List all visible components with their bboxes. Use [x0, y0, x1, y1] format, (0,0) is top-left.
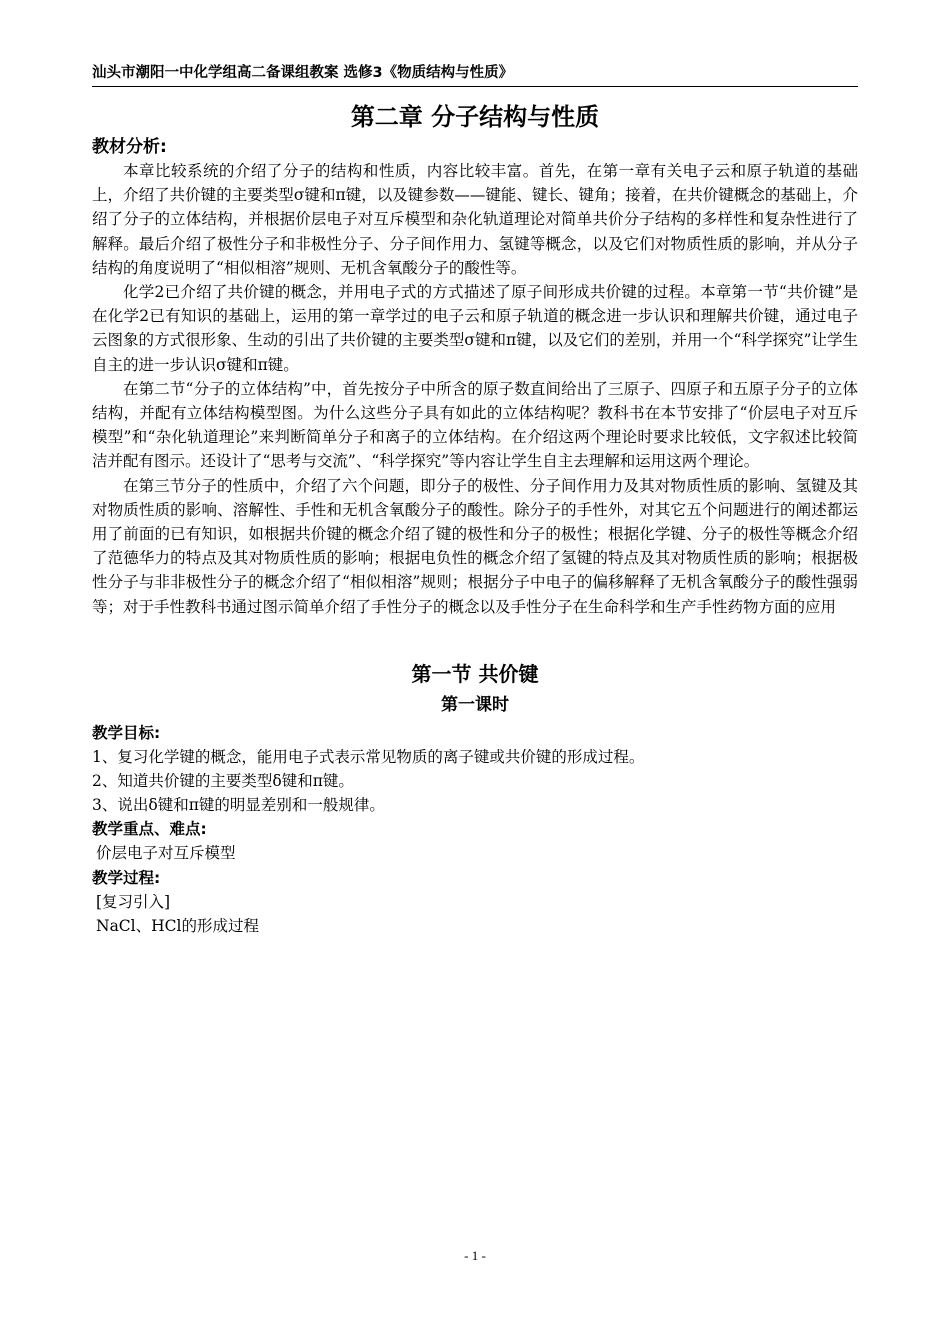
objective-item-3: 3、说出δ键和π键的明显差别和一般规律。	[92, 796, 385, 815]
analysis-paragraph-3: 在第二节“分子的立体结构”中，首先按分子中所含的原子数直间给出了三原子、四原子和五原子分子的立体结构，并配有立体结构模型图。为什么这些分子具有如此的立体结构呢？教科书在本节安排了“价层电子对互斥模型”和“杂化轨道理论”来判断简单分子和离子的立体结构。在介绍这两个理论时要求比较低，文字叙述比较简洁并配有图示。还设计了“思考与交流”、“科学探究”等内容让学生自主去理解和运用这两个理论。	[92, 379, 858, 471]
process-label: 教学过程:	[92, 868, 161, 887]
process-line-2: NaCl、HCl的形成过程	[96, 916, 259, 935]
document-page	[92, 62, 858, 938]
chapter-title: 第二章 分子结构与性质	[350, 103, 600, 131]
page-number: - 1 -	[464, 1248, 486, 1263]
analysis-paragraph-1: 本章比较系统的介绍了分子的结构和性质，内容比较丰富。首先，在第一章有关电子云和原子轨道的基础上，介绍了共价键的主要类型σ键和π键，以及键参数——键能、键长、键角；接着，在共价键概念的基础上，介绍了分子的立体结构，并根据价层电子对互斥模型和杂化轨道理论对简单共价分子结构的多样性和复杂性进行了解释。最后介绍了极性分子和非极性分子、分子间作用力、氢键等概念，以及它们对物质性质的影响，并从分子结构的角度说明了“相似相溶”规则、无机含氧酸分子的酸性等。	[92, 162, 858, 277]
section-title: 第一节 共价键	[411, 661, 539, 686]
process-line-1: [复习引入]	[96, 892, 171, 911]
keypoints-text: 价层电子对互斥模型	[96, 844, 236, 863]
objective-item-1: 1、复习化学键的概念，能用电子式表示常见物质的离子键或共价键的形成过程。	[92, 747, 645, 766]
lesson-title: 第一课时	[441, 694, 509, 715]
page-header: 汕头市潮阳一中化学组高二备课组教案 选修3《物质结构与性质》	[92, 62, 858, 87]
analysis-label: 教材分析:	[92, 137, 167, 157]
analysis-paragraph-2: 化学2已介绍了共价键的概念，并用电子式的方式描述了原子间形成共价键的过程。本章第一节“共价键”是在化学2已有知识的基础上，运用的第一章学过的电子云和原子轨道的概念进一步认识和理解共价键，通过电子云图象的方式很形象、生动的引出了共价键的主要类型σ键和π键，以及它们的差别，并用一个“科学探究”让学生自主的进一步认识σ键和π键。	[92, 283, 858, 374]
objective-item-2: 2、知道共价键的主要类型δ键和π键。	[92, 772, 354, 791]
analysis-paragraph-4: 在第三节分子的性质中，介绍了六个问题，即分子的极性、分子间作用力及其对物质性质的影响、氢键及其对物质性质的影响、溶解性、手性和无机含氧酸分子的酸性。除分子的手性外，对其它五个问题进行的阐述都运用了前面的已有知识，如根据共价键的概念介绍了键的极性和分子的极性；根据化学键、分子的极性等概念介绍了范德华力的特点及其对物质性质的影响；根据电负性的概念介绍了氢键的特点及其对物质性质的影响；根据极性分子与非非极性分子的概念介绍了“相似相溶”规则；根据分子中电子的偏移解释了无机含氧酸分子的酸性强弱等；对于手性教科书通过图示简单介绍了手性分子的概念以及手性分子在生命科学和生产手性药物方面的应用	[92, 476, 858, 616]
objectives-label: 教学目标:	[92, 723, 161, 742]
keypoints-label: 教学重点、难点:	[92, 820, 207, 839]
